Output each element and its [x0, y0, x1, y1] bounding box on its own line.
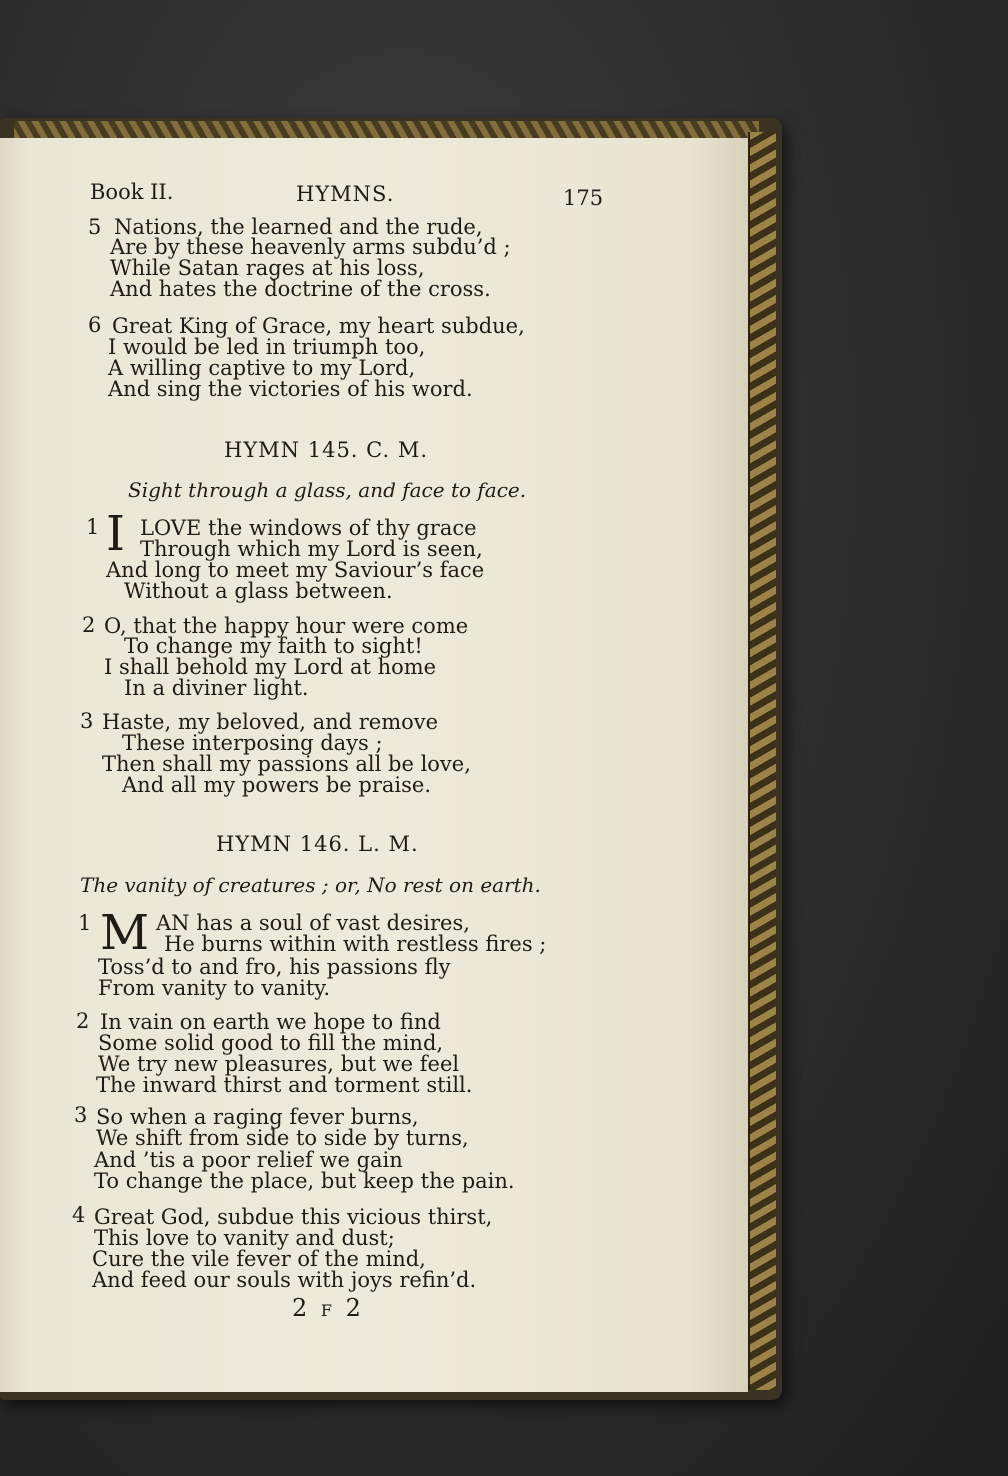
verse-line: From vanity to vanity. — [98, 976, 331, 1000]
page-number: 175 — [563, 186, 604, 210]
verse-line: We shift from side to side by turns, — [96, 1126, 469, 1150]
signature-part: 2 — [292, 1294, 311, 1322]
verse-number: 3 — [80, 709, 94, 733]
verse-line: To change the place, but keep the pain. — [94, 1169, 515, 1193]
verse-number: 2 — [76, 1009, 90, 1033]
verse-line: Haste, my beloved, and remove — [102, 710, 439, 734]
verse-line: To change my faith to sight! — [124, 634, 423, 658]
hymn-subtitle: The vanity of creatures ; or, No rest on earth. — [80, 873, 541, 897]
verse-line: Great God, subdue this vicious thirst, — [94, 1205, 493, 1229]
verse-line: The inward thirst and torment still. — [96, 1073, 473, 1097]
fore-edge-gilt — [748, 132, 776, 1390]
verse-line: Some solid good to fill the mind, — [98, 1031, 444, 1055]
drop-cap: I — [106, 506, 125, 562]
book-page — [0, 138, 748, 1392]
drop-cap: M — [100, 905, 150, 961]
top-gilt-edge — [14, 121, 759, 139]
verse-line: And hates the doctrine of the cross. — [110, 277, 491, 301]
header-title: HYMNS. — [296, 182, 395, 206]
verse-line: Without a glass between. — [124, 579, 393, 603]
verse-number: 1 — [86, 515, 100, 539]
verse-line: I would be led in triumph too, — [108, 335, 426, 359]
verse-line: LOVE the windows of thy grace — [140, 516, 477, 540]
verse-number: 1 — [78, 911, 92, 935]
verse-number: 2 — [82, 613, 96, 637]
verse-line: Cure the vile fever of the mind, — [92, 1247, 426, 1271]
header-book: Book II. — [90, 180, 174, 204]
verse-line: In a diviner light. — [124, 676, 309, 700]
verse-line: I shall behold my Lord at home — [104, 655, 437, 679]
verse-number: 6 — [88, 313, 102, 337]
hymn-heading: HYMN 146. L. M. — [216, 832, 419, 856]
verse-number: 4 — [72, 1203, 86, 1227]
verse-line: And feed our souls with joys refin’d. — [92, 1268, 477, 1292]
verse-line: O, that the happy hour were come — [104, 614, 469, 638]
verse-line: We try new pleasures, but we feel — [98, 1052, 460, 1076]
verse-number: 5 — [88, 215, 102, 239]
verse-line: In vain on earth we hope to find — [100, 1010, 441, 1034]
verse-line: And ’tis a poor relief we gain — [94, 1148, 403, 1172]
printer-signature — [292, 1294, 364, 1322]
verse-line: While Satan rages at his loss, — [110, 256, 425, 280]
verse-line: And long to meet my Saviour’s face — [106, 558, 485, 582]
verse-line: Through which my Lord is seen, — [140, 537, 483, 561]
verse-line: Are by these heavenly arms subdu’d ; — [110, 235, 511, 259]
verse-line: Then shall my passions all be love, — [102, 752, 471, 776]
verse-line: A willing captive to my Lord, — [108, 356, 416, 380]
verse-number: 3 — [74, 1103, 88, 1127]
signature-part: F — [320, 1301, 336, 1320]
verse-line: Great King of Grace, my heart subdue, — [112, 314, 525, 338]
verse-line: And all my powers be praise. — [122, 773, 432, 797]
verse-line: So when a raging fever burns, — [96, 1105, 419, 1129]
verse-line: These interposing days ; — [122, 731, 383, 755]
verse-line: Toss’d to and fro, his passions fly — [98, 955, 451, 979]
verse-line: And sing the victories of his word. — [108, 377, 473, 401]
verse-line: Nations, the learned and the rude, — [114, 215, 483, 239]
hymn-subtitle: Sight through a glass, and face to face. — [128, 478, 527, 502]
verse-line: He burns within with restless fires ; — [164, 932, 547, 956]
hymn-heading: HYMN 145. C. M. — [224, 438, 429, 462]
signature-part: 2 — [345, 1294, 364, 1322]
verse-line: This love to vanity and dust; — [94, 1226, 395, 1250]
verse-line: AN has a soul of vast desires, — [156, 911, 470, 935]
